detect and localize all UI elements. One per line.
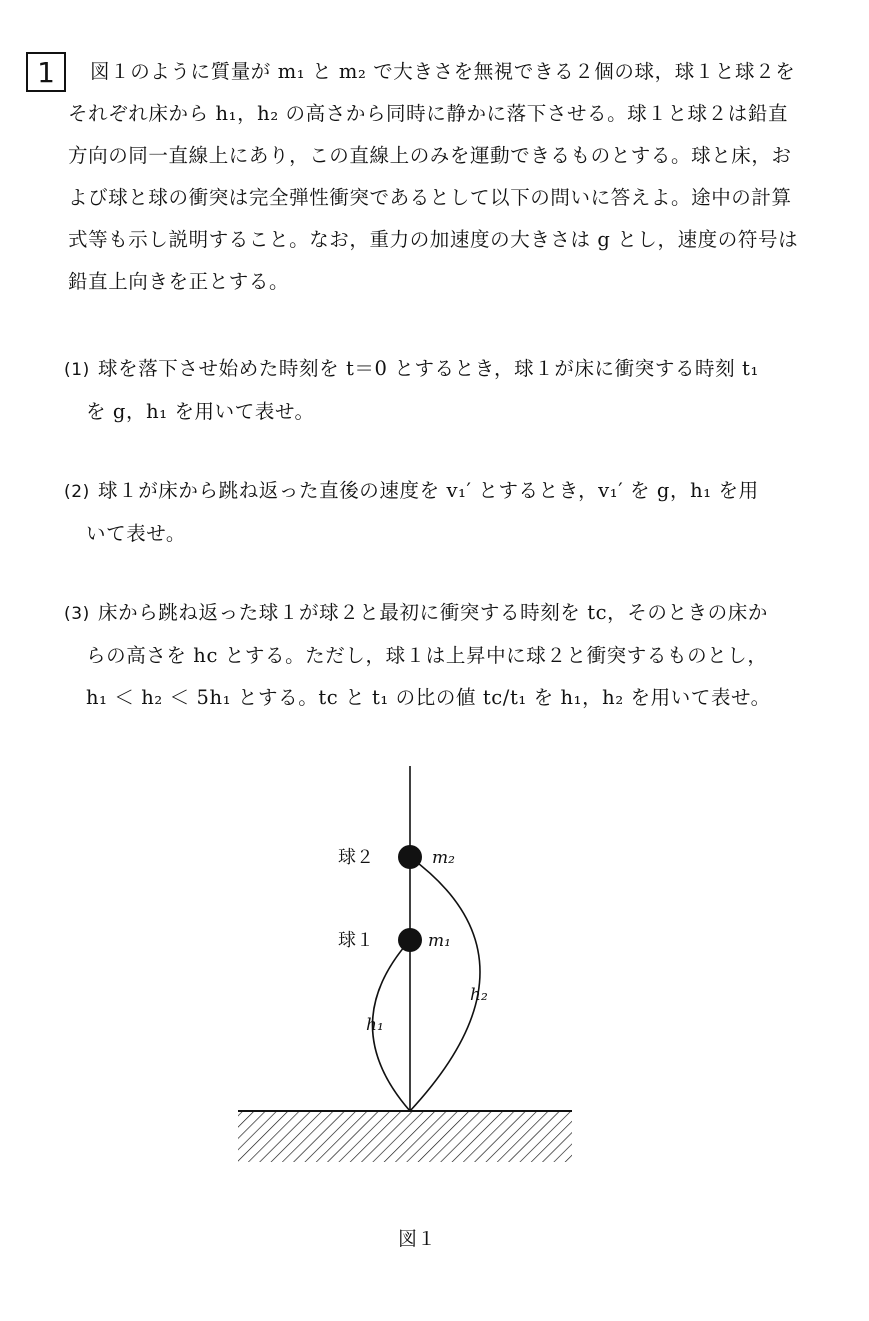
question-number: (3) <box>64 604 90 624</box>
question-number: (2) <box>64 482 90 502</box>
height-h2-arc <box>410 857 480 1111</box>
figure-1-diagram <box>220 760 600 1180</box>
question-1 <box>64 348 834 433</box>
figure-caption: 図１ <box>398 1228 437 1250</box>
problem-number-box <box>26 52 66 92</box>
question-text: 球を落下させ始めた時刻を t＝0 とするとき，球１が床に衝突する時刻 t₁ <box>98 357 759 380</box>
question-2 <box>64 470 834 555</box>
ball-2 <box>398 845 422 869</box>
ball-1 <box>398 928 422 952</box>
problem-statement <box>68 51 828 303</box>
question-3 <box>64 592 834 719</box>
intro-line: 鉛直上向きを正とする。 <box>68 270 290 293</box>
question-text: らの高さを hc とする。ただし，球１は上昇中に球２と衝突するものとし， <box>86 644 768 667</box>
ball-2-label: 球２ <box>338 847 374 868</box>
intro-line: 式等も示し説明すること。なお，重力の加速度の大きさは g とし，速度の符号は <box>68 228 799 251</box>
intro-line: よび球と球の衝突は完全弾性衝突であるとして以下の問いに答えよ。途中の計算 <box>68 186 792 209</box>
question-text: 球１が床から跳ね返った直後の速度を v₁′ とするとき，v₁′ を g，h₁ を用 <box>98 479 759 502</box>
floor-hatching <box>238 1112 572 1162</box>
ball-1-label: 球１ <box>338 930 374 951</box>
question-text: 床から跳ね返った球１が球２と最初に衝突する時刻を tc，そのときの床か <box>98 601 768 624</box>
ball-2-mass-label: m₂ <box>432 848 455 868</box>
intro-line: それぞれ床から h₁，h₂ の高さから同時に静かに落下させる。球１と球２は鉛直 <box>68 102 789 125</box>
problem-number: 1 <box>37 55 55 89</box>
intro-line: 図１のように質量が m₁ と m₂ で大きさを無視できる２個の球，球１と球２を <box>90 60 796 83</box>
question-number: (1) <box>64 360 90 380</box>
ball-1-mass-label: m₁ <box>428 931 451 951</box>
question-text: いて表せ。 <box>86 522 186 545</box>
height-h1-label: h₁ <box>366 1015 384 1035</box>
height-h2-label: h₂ <box>470 985 488 1005</box>
question-text: を g，h₁ を用いて表せ。 <box>86 400 315 423</box>
question-text: h₁ ＜ h₂ ＜ 5h₁ とする。tc と t₁ の比の値 tc/t₁ を h₁，h₂ を用いて表せ。 <box>86 686 771 709</box>
intro-line: 方向の同一直線上にあり，この直線上のみを運動できるものとする。球と床，お <box>68 144 792 167</box>
